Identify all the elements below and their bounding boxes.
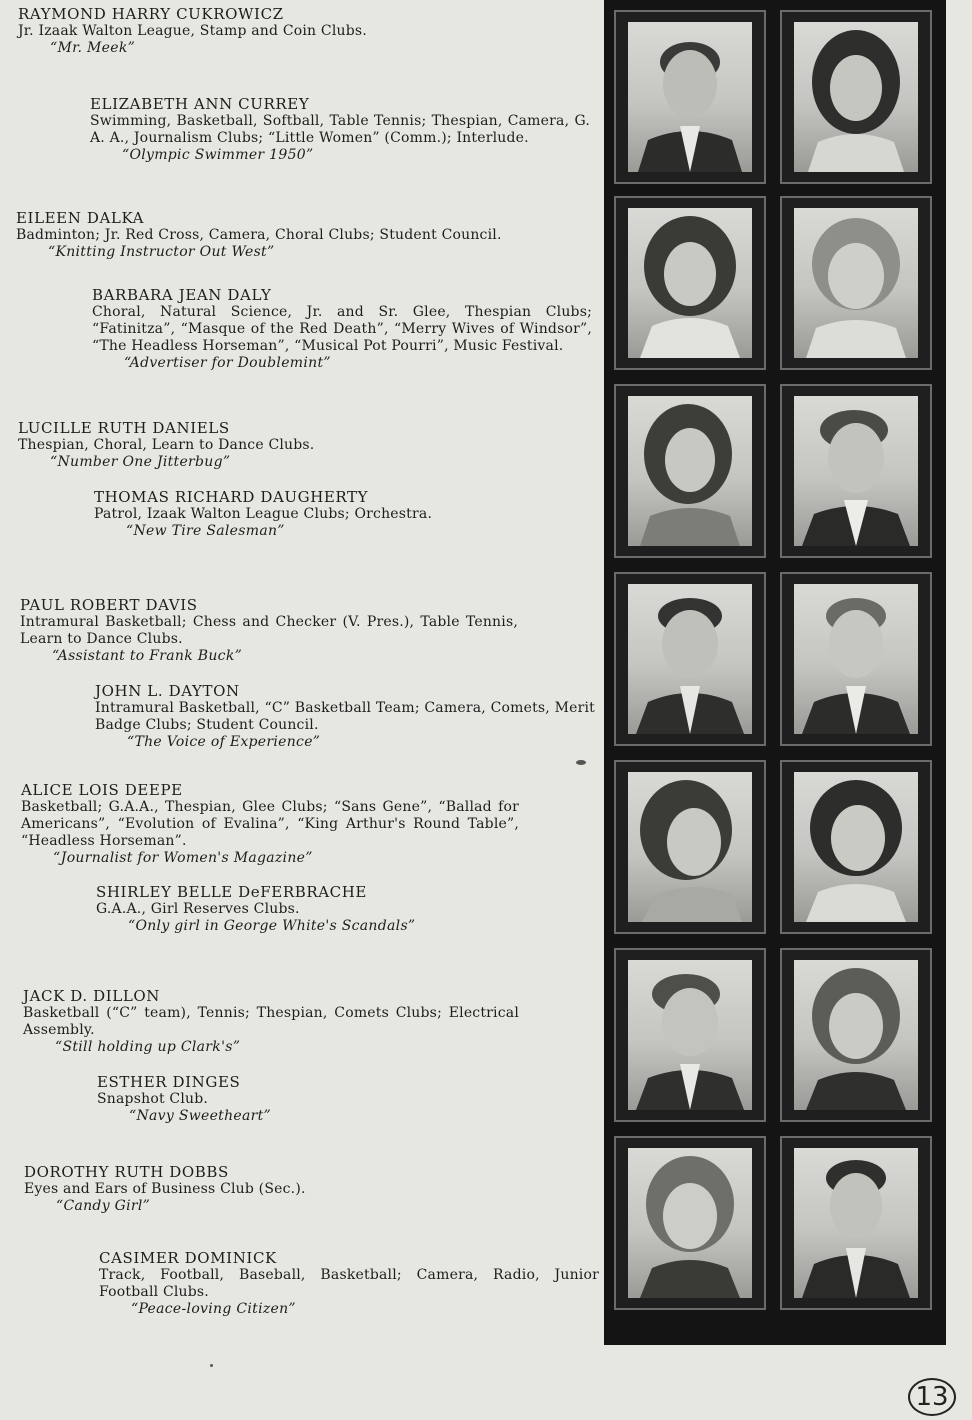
senior-entry-dillon (23, 987, 519, 1056)
portrait-photo (794, 1148, 918, 1298)
senior-motto: “Journalist for Women's Magazine” (53, 850, 313, 866)
portrait-currey (780, 10, 932, 184)
senior-name: SHIRLEY BELLE DeFERBRACHE (96, 883, 367, 901)
portrait-dayton (780, 572, 932, 746)
senior-name: BARBARA JEAN DALY (92, 286, 272, 304)
senior-name: LUCILLE RUTH DANIELS (18, 419, 230, 437)
senior-activities: Intramural Basketball; Chess and Checker (V. Pres.), Table Tennis, Learn to Dance Clubs. (20, 614, 518, 647)
senior-entry-dalka (16, 209, 514, 261)
portrait-dillon (614, 948, 766, 1122)
portrait-dobbs (614, 1136, 766, 1310)
portrait-photo (628, 396, 752, 546)
portrait-strip (604, 0, 946, 1345)
male-portrait-icon (628, 584, 752, 734)
portrait-photo (794, 960, 918, 1110)
female-portrait-icon (628, 1148, 752, 1298)
portrait-photo (628, 208, 752, 358)
senior-entry-currey (90, 95, 590, 164)
male-portrait-icon (794, 396, 918, 546)
senior-name: ESTHER DINGES (97, 1073, 241, 1091)
page-number: 13 (908, 1378, 956, 1416)
male-portrait-icon (628, 960, 752, 1110)
portrait-dominick (780, 1136, 932, 1310)
portrait-photo (794, 22, 918, 172)
senior-entry-dinges (97, 1073, 597, 1125)
senior-motto: “Assistant to Frank Buck” (52, 648, 243, 664)
senior-entry-dominick (99, 1249, 599, 1318)
senior-entry-cukrowicz (18, 5, 598, 57)
portrait-photo (628, 1148, 752, 1298)
female-portrait-icon (628, 208, 752, 358)
portrait-davis (614, 572, 766, 746)
female-portrait-icon (628, 396, 752, 546)
portrait-deepe (614, 760, 766, 934)
senior-entry-deepe (21, 781, 519, 867)
portrait-cukrowicz (614, 10, 766, 184)
portrait-photo (794, 772, 918, 922)
senior-activities: Jr. Izaak Walton League, Stamp and Coin Clubs. (18, 23, 367, 39)
senior-activities: Patrol, Izaak Walton League Clubs; Orchestra. (94, 506, 433, 522)
senior-motto: “Peace-loving Citizen” (131, 1301, 296, 1317)
portrait-photo (794, 584, 918, 734)
senior-activities: Basketball; G.A.A., Thespian, Glee Clubs; “Sans Gene”, “Ballad for Americans”, “Evolution of Evalina”, “King Arthur's Round Table”, “Headless Horseman”. (21, 799, 519, 849)
senior-activities: Eyes and Ears of Business Club (Sec.). (24, 1181, 306, 1197)
senior-motto: “Olympic Swimmer 1950” (122, 147, 314, 163)
senior-activities: Swimming, Basketball, Softball, Table Tennis; Thespian, Camera, G. A. A., Journalism Clubs; “Little Women” (Comm.); Interlude. (90, 113, 590, 146)
senior-motto: “Candy Girl” (56, 1198, 151, 1214)
senior-name: EILEEN DALKA (16, 209, 145, 227)
portrait-deferbrache (780, 760, 932, 934)
portrait-dalka (614, 196, 766, 370)
senior-entry-dobbs (24, 1163, 604, 1215)
portrait-daniels (614, 384, 766, 558)
senior-name: PAUL ROBERT DAVIS (20, 596, 198, 614)
portrait-photo (794, 208, 918, 358)
senior-activities: Intramural Basketball, “C” Basketball Team; Camera, Comets, Merit Badge Clubs; Student Council. (95, 700, 595, 733)
senior-entry-daniels (18, 419, 598, 471)
female-portrait-icon (794, 208, 918, 358)
portrait-daly (780, 196, 932, 370)
male-portrait-icon (794, 1148, 918, 1298)
blemish (210, 1364, 213, 1367)
portrait-dinges (780, 948, 932, 1122)
senior-motto: “Knitting Instructor Out West” (48, 244, 275, 260)
blemish (576, 760, 586, 765)
senior-name: JACK D. DILLON (23, 987, 161, 1005)
senior-entry-deferbrache (96, 883, 596, 935)
portrait-photo (628, 584, 752, 734)
senior-name: THOMAS RICHARD DAUGHERTY (94, 488, 369, 506)
senior-motto: “Navy Sweetheart” (129, 1108, 272, 1124)
female-portrait-icon (794, 960, 918, 1110)
senior-motto: “Only girl in George White's Scandals” (128, 918, 416, 934)
senior-name: JOHN L. DAYTON (95, 682, 240, 700)
senior-motto: “Advertiser for Doublemint” (124, 355, 331, 371)
senior-motto: “New Tire Salesman” (126, 523, 285, 539)
senior-name: ELIZABETH ANN CURREY (90, 95, 310, 113)
senior-motto: “Mr. Meek” (50, 40, 136, 56)
senior-motto: “The Voice of Experience” (127, 734, 321, 750)
portrait-photo (628, 22, 752, 172)
portrait-photo (794, 396, 918, 546)
senior-activities: Choral, Natural Science, Jr. and Sr. Glee, Thespian Clubs; “Fatinitza”, “Masque of the Red Death”, “Merry Wives of Windsor”, “The Headless Horseman”, “Musical Pot Pourri”, Music Festival. (92, 304, 592, 354)
female-portrait-icon (794, 772, 918, 922)
senior-entry-davis (20, 596, 518, 665)
senior-activities: G.A.A., Girl Reserves Clubs. (96, 901, 300, 917)
senior-activities: Thespian, Choral, Learn to Dance Clubs. (18, 437, 315, 453)
senior-activities: Track, Football, Baseball, Basketball; Camera, Radio, Junior Football Clubs. (99, 1267, 599, 1300)
portrait-daugherty (780, 384, 932, 558)
male-portrait-icon (794, 584, 918, 734)
senior-name: CASIMER DOMINICK (99, 1249, 277, 1267)
senior-activities: Badminton; Jr. Red Cross, Camera, Choral Clubs; Student Council. (16, 227, 502, 243)
male-portrait-icon (628, 22, 752, 172)
female-portrait-icon (628, 772, 752, 922)
senior-entry-dayton (95, 682, 595, 751)
senior-entry-daugherty (94, 488, 594, 540)
portrait-photo (628, 960, 752, 1110)
senior-motto: “Still holding up Clark's” (55, 1039, 241, 1055)
senior-activities: Basketball (“C” team), Tennis; Thespian, Comets Clubs; Electrical Assembly. (23, 1005, 519, 1038)
senior-activities: Snapshot Club. (97, 1091, 209, 1107)
senior-name: RAYMOND HARRY CUKROWICZ (18, 5, 284, 23)
portrait-photo (628, 772, 752, 922)
senior-name: ALICE LOIS DEEPE (21, 781, 183, 799)
senior-entry-daly (92, 286, 592, 372)
senior-name: DOROTHY RUTH DOBBS (24, 1163, 229, 1181)
female-portrait-icon (794, 22, 918, 172)
senior-motto: “Number One Jitterbug” (50, 454, 231, 470)
